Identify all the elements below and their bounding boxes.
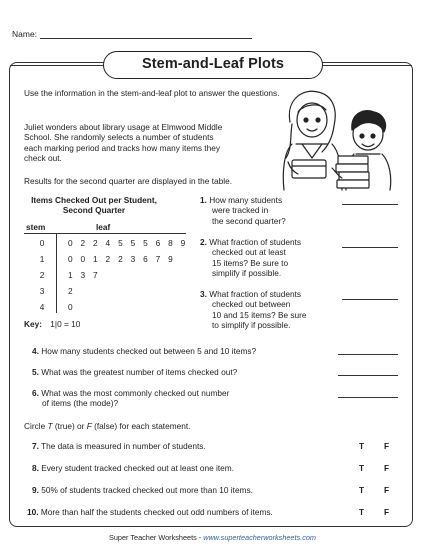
plot-title-line1: Items Checked Out per Student,: [31, 195, 157, 205]
answer-line-4[interactable]: [338, 354, 398, 355]
answer-line-3[interactable]: [342, 299, 398, 300]
plot-title: [24, 195, 164, 215]
false-option[interactable]: F: [384, 507, 390, 517]
question-text: checked out between: [212, 299, 291, 310]
question-number: 6.: [32, 388, 39, 398]
plot-header-rule: [24, 233, 186, 234]
question-text: of items (the mode)?: [42, 398, 119, 409]
question-number: 4.: [32, 346, 39, 356]
statement-text: The data is measured in number of students.: [41, 441, 206, 451]
statement-number: 10.: [27, 507, 39, 517]
statement-text: 50% of students tracked checked out more than 10 items.: [41, 485, 253, 495]
statement-8: [32, 463, 234, 473]
statement-10: [27, 507, 273, 517]
question-text: were tracked in: [212, 205, 269, 216]
question-text: simplify if possible.: [212, 267, 282, 278]
statement-9: [32, 485, 253, 495]
stem-value: 4: [39, 302, 45, 312]
question-number: 2.: [200, 237, 207, 247]
answer-line-5[interactable]: [338, 375, 398, 376]
question-5: [32, 367, 237, 377]
question-text: checked out at least: [212, 247, 286, 258]
footer-text: Super Teacher Worksheets -: [109, 533, 204, 542]
question-number: 1.: [200, 195, 207, 205]
question-text: 15 items? Be sure to: [212, 257, 289, 268]
question-text: What was the most commonly checked out number: [41, 388, 230, 398]
intro-instructions: Use the information in the stem-and-leaf plot to answer the questions.: [24, 88, 280, 98]
key-label: Key:: [24, 319, 42, 329]
question-text: to simplify if possible.: [212, 319, 291, 330]
answer-line-2[interactable]: [342, 247, 398, 248]
false-option[interactable]: F: [384, 441, 390, 451]
plot-title-line2: Second Quarter: [62, 205, 126, 216]
footer-link[interactable]: www.superteacherworksheets.com: [203, 533, 316, 542]
leaf-values: 0 0 1 2 2 3 6 7 9: [68, 254, 176, 264]
question-text: What was the greatest number of items checked out?: [41, 367, 238, 377]
true-option[interactable]: T: [359, 463, 365, 473]
footer: [0, 533, 425, 542]
plot-divider: [56, 233, 57, 313]
stem-value: 0: [39, 238, 45, 248]
page-title: Stem-and-Leaf Plots: [103, 51, 323, 79]
statement-text: Every student tracked checked out at least one item.: [41, 463, 235, 473]
statement-number: 9.: [32, 485, 39, 495]
true-option[interactable]: T: [359, 441, 365, 451]
question-1: [200, 195, 332, 226]
answer-line-1[interactable]: [342, 204, 398, 205]
question-3: [200, 289, 332, 330]
leaf-values: 2: [68, 286, 76, 296]
leaf-values: 1 3 7: [68, 270, 101, 280]
question-number: 5.: [32, 367, 39, 377]
true-option[interactable]: T: [359, 485, 365, 495]
stem-value: 1: [39, 254, 45, 264]
false-option[interactable]: F: [384, 485, 390, 495]
question-6: [32, 388, 229, 409]
question-text: What fraction of students: [209, 237, 302, 247]
name-field[interactable]: [40, 38, 252, 39]
leaf-values: 0 2 2 4 5 5 5 6 8 9: [68, 238, 189, 248]
question-text: 10 and 15 items? Be sure: [212, 309, 307, 320]
question-text: How many students checked out between 5 and 10 items?: [41, 346, 257, 356]
stem-header: stem: [26, 222, 46, 232]
statement-text: More than half the students checked out odd numbers of items.: [40, 507, 273, 517]
question-text: What fraction of students: [209, 289, 302, 299]
statement-number: 7.: [32, 441, 39, 451]
question-text: How many students: [209, 195, 283, 205]
question-4: [32, 346, 256, 356]
question-2: [200, 237, 332, 278]
true-option[interactable]: T: [359, 507, 365, 517]
intro-results: Results for the second quarter are displayed in the table.: [24, 176, 233, 186]
tf-instructions: Circle T (true) or F (false) for each statement.: [24, 421, 191, 431]
statement-number: 8.: [32, 463, 39, 473]
intro-context: Juliet wonders about library usage at Elmwood Middle School. She randomly selects a number of students each marking period and tracks how many items they check out.: [24, 122, 223, 164]
stem-value: 3: [39, 286, 45, 296]
key-value: 1|0 = 10: [50, 319, 81, 329]
students-illustration: [262, 82, 402, 192]
question-number: 3.: [200, 289, 207, 299]
stem-value: 2: [39, 270, 45, 280]
name-label: Name:: [12, 29, 38, 39]
plot-key: [24, 319, 80, 329]
leaf-header: leaf: [96, 222, 111, 232]
question-text: the second quarter?: [212, 215, 286, 226]
leaf-values: 0: [68, 302, 76, 312]
answer-line-6[interactable]: [338, 397, 398, 398]
false-option[interactable]: F: [384, 463, 390, 473]
statement-7: [32, 441, 206, 451]
